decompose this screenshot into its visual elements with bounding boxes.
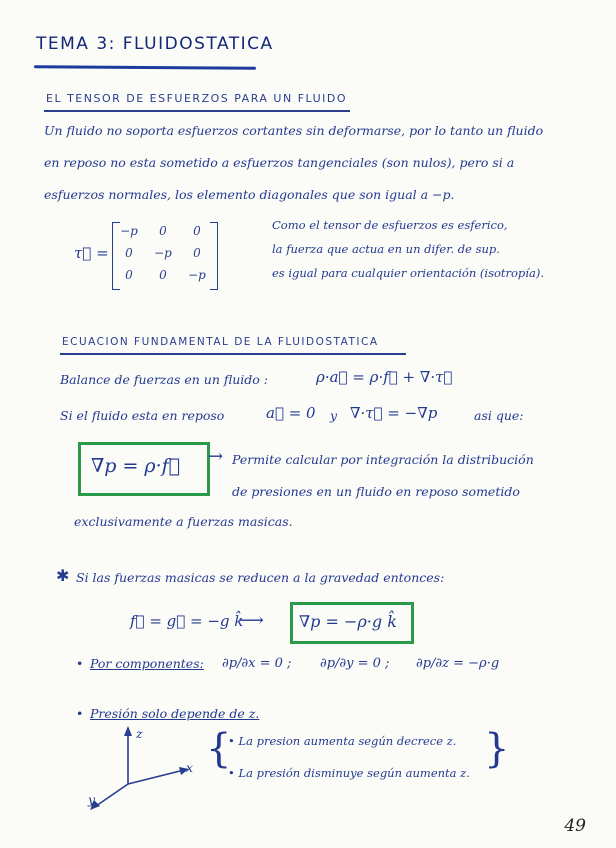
bullet-icon: • <box>76 656 84 671</box>
section1-line-1: Un fluido no soporta esfuerzos cortantes sin deformarse, por lo tanto un fluido <box>44 123 544 138</box>
depends-label: Presión solo depende de z. <box>90 706 260 721</box>
y-axis-label: y <box>88 792 96 807</box>
permite-line-2: de presiones en un fluido en reposo sometido <box>232 484 520 499</box>
tensor-note-1: Como el tensor de esfuerzos es esferico, <box>272 218 508 232</box>
matrix-cell: −p <box>188 268 206 282</box>
star-icon: ✱ <box>56 566 70 585</box>
page-number: 49 <box>564 816 586 836</box>
force-equation: f⃗ = g⃗ = −g k̂ <box>130 612 244 630</box>
x-axis <box>128 770 184 784</box>
rest-tail: asi que: <box>474 408 524 423</box>
gravity-intro: Si las fuerzas masicas se reducen a la gravedad entonces: <box>76 570 445 585</box>
matrix-cell: −p <box>120 224 138 238</box>
long-arrow-icon: ⟶ <box>238 610 264 631</box>
permite-line-3: exclusivamente a fuerzas masicas. <box>74 514 293 529</box>
section1-line-3: esfuerzos normales, los elemento diagonales que son igual a −p. <box>44 187 455 202</box>
matrix-cell: 0 <box>159 268 167 282</box>
arrow-icon: → <box>208 446 224 467</box>
section2-underline <box>60 353 406 355</box>
rest-label: Si el fluido esta en reposo <box>60 408 225 423</box>
gravity-equation: ∇p = −ρ·g k̂ <box>299 612 397 631</box>
matrix-cell: 0 <box>193 224 201 238</box>
matrix-cell: 0 <box>159 224 167 238</box>
boxed-gravity-equation <box>290 602 414 644</box>
rest-and: y <box>330 408 338 423</box>
x-axis-label: x <box>186 760 194 775</box>
y-axis <box>96 784 128 806</box>
section1-line-2: en reposo no esta sometido a esfuerzos tangenciales (son nulos), pero si a <box>44 155 515 170</box>
component-y: ∂p/∂y = 0 ; <box>320 656 390 671</box>
brace-item-1: • La presion aumenta según decrece z. <box>228 734 457 748</box>
rest-divergence: ∇·τ⃡ = −∇p <box>350 404 438 422</box>
page-title: TEMA 3: FLUIDOSTATICA <box>36 34 274 54</box>
matrix-right-bracket <box>210 222 218 290</box>
z-arrow-icon <box>124 726 132 736</box>
rest-acceleration: a⃗ = 0 <box>266 404 316 422</box>
matrix-cell: 0 <box>193 246 201 260</box>
balance-label: Balance de fuerzas en un fluido : <box>60 372 268 387</box>
matrix-cell: −p <box>154 246 172 260</box>
left-brace: { <box>206 726 232 772</box>
component-z: ∂p/∂z = −ρ·g <box>416 656 500 671</box>
components-label: Por componentes: <box>90 656 204 671</box>
tensor-note-3: es igual para cualquier orientación (isotropía). <box>272 266 544 280</box>
matrix-cell: 0 <box>125 246 133 260</box>
title-underline <box>34 65 256 70</box>
fundamental-equation: ∇p = ρ·f⃗ <box>91 455 181 477</box>
section1-underline <box>44 110 350 112</box>
brace-item-2: • La presión disminuye según aumenta z. <box>228 766 470 780</box>
matrix-cell: 0 <box>125 268 133 282</box>
section1-heading: EL TENSOR DE ESFUERZOS PARA UN FLUIDO <box>46 92 348 105</box>
z-axis-label: z <box>136 726 143 741</box>
boxed-fundamental-equation <box>78 442 210 496</box>
balance-equation: ρ·a⃗ = ρ·f⃗ + ∇·τ⃡ <box>316 368 453 386</box>
tensor-symbol: τ⃡ = <box>74 244 109 262</box>
bullet-icon: • <box>76 706 84 721</box>
permite-line-1: Permite calcular por integración la distribución <box>232 452 534 467</box>
right-brace: } <box>484 726 510 772</box>
section2-heading: ECUACION FUNDAMENTAL DE LA FLUIDOSTATICA <box>62 336 379 348</box>
tensor-note-2: la fuerza que actua en un difer. de sup. <box>272 242 500 256</box>
component-x: ∂p/∂x = 0 ; <box>222 656 292 671</box>
